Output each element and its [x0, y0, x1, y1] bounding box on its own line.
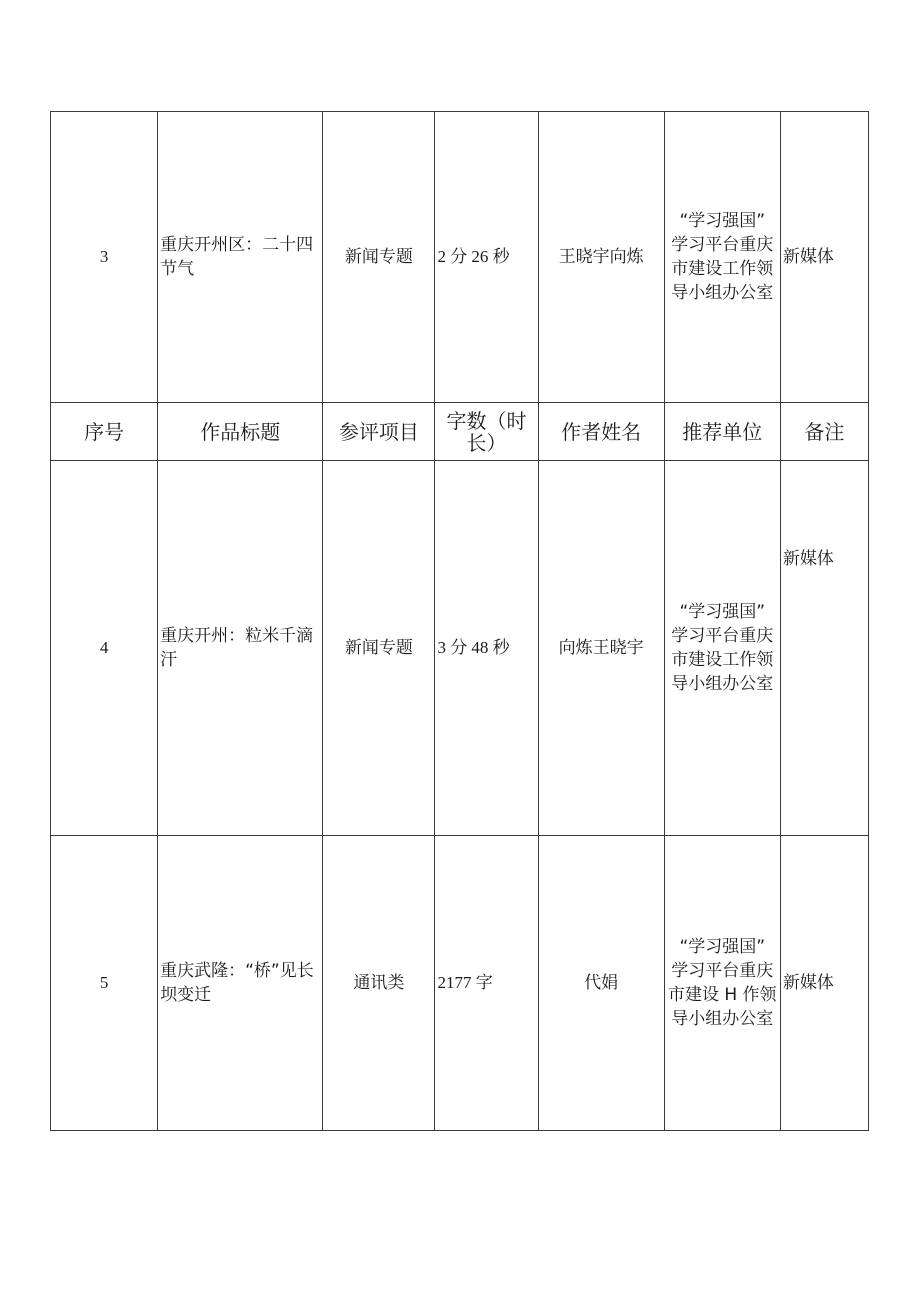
row-seq: 3 [51, 112, 158, 403]
header-length: 字数（时长） [435, 403, 538, 461]
recommender-line: 学习平台重庆 [671, 961, 774, 981]
row-seq: 5 [51, 836, 158, 1131]
row-length: 2 分 26 秒 [435, 112, 538, 403]
row-title: 重庆开州：粒米千滴汗 [158, 461, 323, 836]
row-author: 王晓宇向炼 [538, 112, 664, 403]
header-category: 参评项目 [323, 403, 435, 461]
row-note: 新媒体 [780, 461, 868, 836]
row-category: 通讯类 [323, 836, 435, 1131]
recommender-line: “学习强国” [679, 602, 766, 622]
row-recommender [664, 112, 780, 403]
header-author: 作者姓名 [538, 403, 664, 461]
header-recommender: 推荐单位 [664, 403, 780, 461]
recommender-line: “学习强国” [679, 937, 766, 957]
row-seq: 4 [51, 461, 158, 836]
recommender-line: “学习强国” [679, 211, 766, 231]
recommender-line: 导小组办公室 [671, 1009, 774, 1029]
row-category: 新闻专题 [323, 461, 435, 836]
row-recommender [664, 461, 780, 836]
row-title: 重庆开州区：二十四节气 [158, 112, 323, 403]
table-row [51, 836, 869, 1131]
row-author: 向炼王晓宇 [538, 461, 664, 836]
row-title: 重庆武隆：“桥”见长坝变迁 [158, 836, 323, 1131]
header-title: 作品标题 [158, 403, 323, 461]
row-recommender [664, 836, 780, 1131]
recommender-line: 市建设 H 作领 [667, 985, 777, 1005]
table-row [51, 112, 869, 403]
recommender-line: 导小组办公室 [671, 674, 774, 694]
recommender-line: 市建设工作领 [671, 259, 774, 279]
header-note: 备注 [780, 403, 868, 461]
recommender-line: 学习平台重庆 [671, 626, 774, 646]
row-note: 新媒体 [780, 112, 868, 403]
award-entries-table [50, 111, 869, 1131]
table-row [51, 461, 869, 836]
header-seq: 序号 [51, 403, 158, 461]
table-header-row [51, 403, 869, 461]
row-note: 新媒体 [780, 836, 868, 1131]
row-length: 2177 字 [435, 836, 538, 1131]
recommender-line: 导小组办公室 [671, 283, 774, 303]
recommender-line: 市建设工作领 [671, 650, 774, 670]
row-length: 3 分 48 秒 [435, 461, 538, 836]
row-author: 代娟 [538, 836, 664, 1131]
recommender-line: 学习平台重庆 [671, 235, 774, 255]
row-category: 新闻专题 [323, 112, 435, 403]
